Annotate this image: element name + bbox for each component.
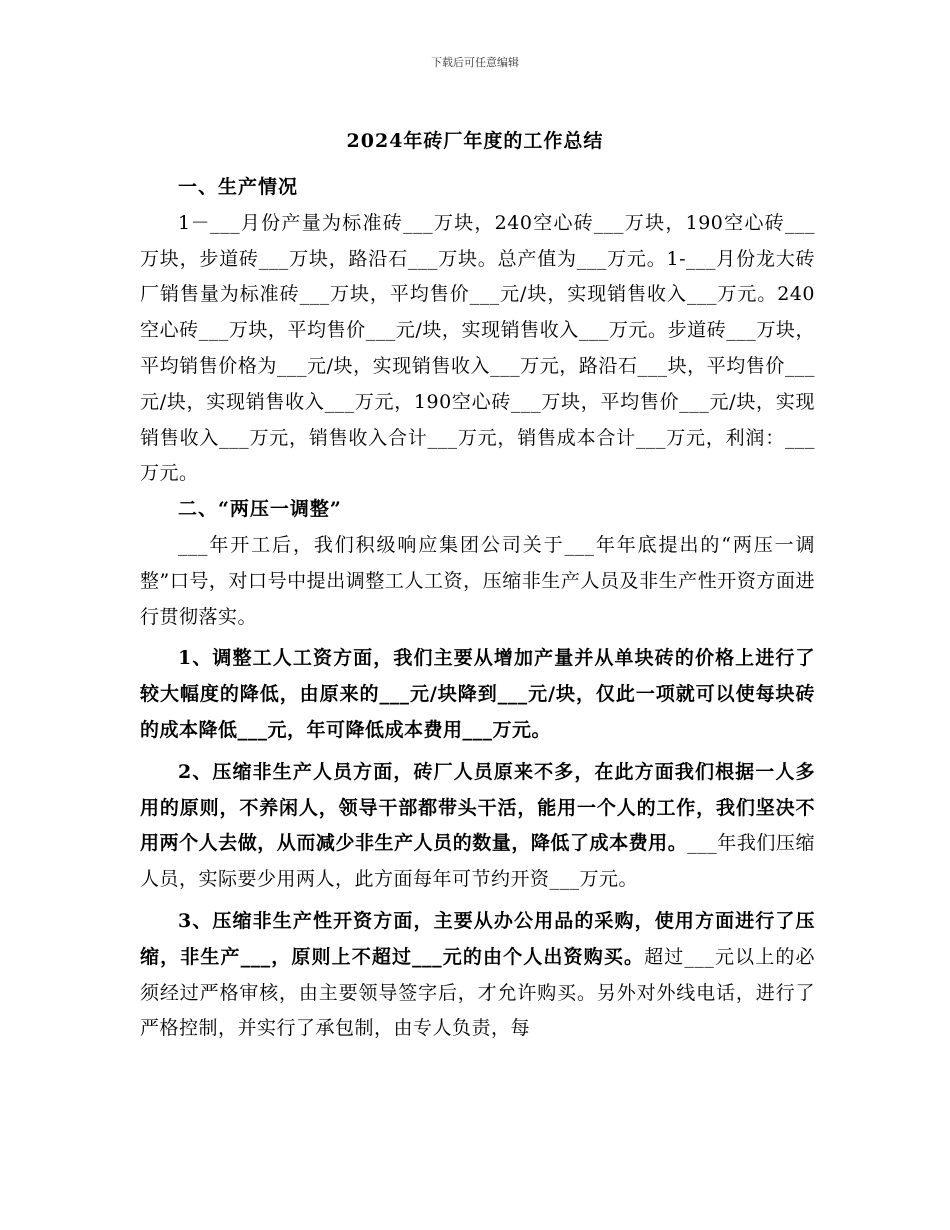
paragraph-wage-adjustment: 1、调整工人工资方面，我们主要从增加产量并从单块砖的价格上进行了较大幅度的降低，由原来的___元/块降到___元/块，仅此一项就可以使每块砖的成本降低___元，年可降低成本费用___万元。 (140, 647, 815, 741)
section-heading-two-pressure: 二、“两压一调整” (178, 498, 342, 521)
expense-reduction-bold-text: 3、压缩非生产性开资方面，主要从办公用品的采购，使用方面进行了压缩，非生产___，原则上不超过___元的由个人出资购买。 (140, 909, 815, 968)
paragraph-staff-reduction (140, 755, 815, 898)
paragraph-expense-reduction (140, 904, 815, 1047)
paragraph-two-pressure-intro: ___年开工后，我们积级响应集团公司关于___年年底提出的“两压一调整”口号，对口号中提出调整工人工资，压缩非生产人员及非生产性开资方面进行贯彻落实。 (140, 533, 815, 628)
expense-reduction-normal-text: 超过___元以上的必须经过严格审核，由主要领导签字后，才允许购买。另外对外线电话，进行了严格控制，并实行了承包制，由专人负责，每 (140, 945, 815, 1040)
page-header: 下载后可任意编辑 (431, 56, 519, 69)
document-title: 2024年砖厂年度的工作总结 (346, 130, 604, 152)
paragraph-production: 1－___月份产量为标准砖___万块，240空心砖___万块，190空心砖___万块，步道砖___万块，路沿石___万块。总产值为___万元。1-___月份龙大砖厂销售量为标准砖___万块，平均售价___元/块，实现销售收入___万元。240空心砖___万块，平均售价___元/块，实现销售收入___万元。步道砖___万块，平均销售价格为___元/块，实现销售收入___万元，路沿石___块，平均售价___元/块，实现销售收入___万元，190空心砖___万块，平均售价___元/块，实现销售收入___万元，销售收入合计___万元，销售成本合计___万元，利润：___万元。 (140, 211, 815, 485)
document-body (140, 170, 815, 1047)
staff-reduction-bold-text: 2、压缩非生产人员方面，砖厂人员原来不多，在此方面我们根据一人多用的原则，不养闲人，领导干部都带头干活，能用一个人的工作，我们坚决不用两个人去做，从而减少非生产人员的数量，降低了成本费用。 (140, 760, 815, 855)
staff-reduction-normal-text: ___年我们压缩人员，实际要少用两人，此方面每年可节约开资___万元。 (140, 832, 815, 891)
section-heading-production: 一、生产情况 (178, 176, 299, 198)
